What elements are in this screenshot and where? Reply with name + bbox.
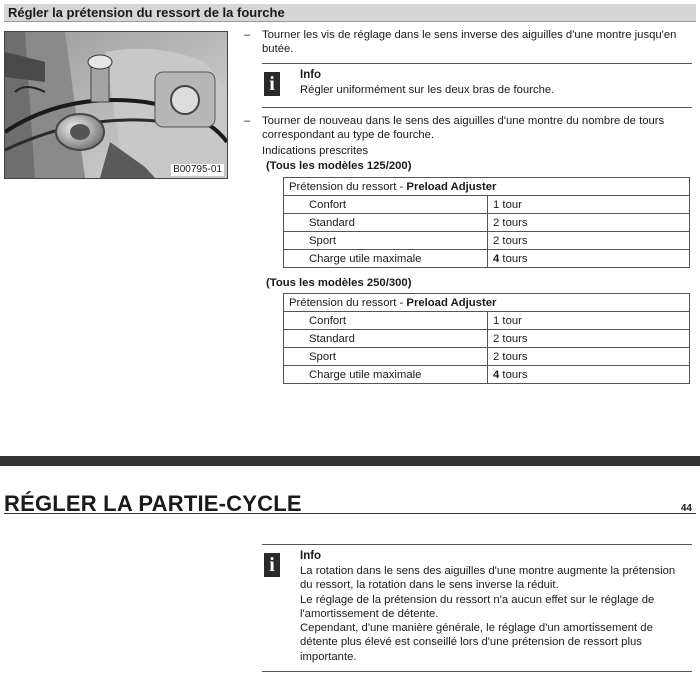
step-2-text: Tourner de nouveau dans le sens des aiguilles d'une montre du nombre de tours correspondant au type de fourche. (262, 115, 665, 141)
row-label: Confort (284, 312, 488, 330)
info-box-2 (262, 544, 692, 672)
info-line: détente plus élevé est conseillé lors d'une prétension de ressort plus (300, 636, 642, 649)
info-line: Le réglage de la prétension du ressort n'a aucun effet sur le réglage de (300, 593, 655, 606)
info-line: La rotation dans le sens des aiguilles d'une montre augmente la prétension (300, 565, 676, 577)
row-label: Sport (284, 348, 488, 366)
row-value: 1 tour (488, 312, 690, 330)
preload-table-125-200 (283, 177, 690, 268)
table-row (284, 312, 690, 330)
info-line: importante. (300, 650, 357, 663)
row-value: 2 tours (488, 348, 690, 366)
row-label: Confort (284, 196, 488, 214)
info-title: Info (300, 69, 322, 81)
fork-adjuster-photo (4, 31, 228, 179)
info-line: du ressort, la rotation dans le sens inverse la réduit. (300, 579, 559, 592)
table-row (284, 214, 690, 232)
header-prefix: Prétension du ressort - (289, 180, 407, 193)
row-label: Standard (284, 214, 488, 232)
row-value: 2 tours (488, 214, 690, 232)
table-header (284, 178, 690, 196)
row-value: 4 tours (488, 250, 690, 268)
row-label: Charge utile maximale (284, 366, 488, 384)
info-title: Info (300, 550, 322, 562)
prescribed-label: Indications prescrites (262, 145, 369, 157)
step-2 (244, 114, 694, 142)
chapter-rule (4, 513, 696, 514)
table-2-subtitle: (Tous les modèles 250/300) (266, 277, 412, 289)
header-bold: Preload Adjuster (406, 296, 497, 309)
info-body (300, 564, 688, 664)
row-value: 1 tour (488, 196, 690, 214)
table-row (284, 366, 690, 384)
page-separator-band (0, 456, 700, 466)
row-label: Charge utile maximale (284, 250, 488, 268)
table-header-row (284, 294, 690, 312)
page-number: 44 (680, 503, 692, 514)
table-1-subtitle: (Tous les modèles 125/200) (266, 160, 412, 172)
section-title: Régler la prétension du ressort de la fourche (4, 4, 696, 22)
preload-table-250-300 (283, 293, 690, 384)
info-line: Cependant, d'une manière générale, le réglage d'un amortissement de (300, 622, 653, 635)
table-header-row (284, 178, 690, 196)
table-row (284, 330, 690, 348)
info-box-1 (262, 63, 692, 108)
step-dash: – (244, 115, 251, 127)
photo-reference-label: B00795-01 (173, 164, 222, 175)
table-header (284, 294, 690, 312)
row-value: 4 tours (488, 366, 690, 384)
info-body: Régler uniformément sur les deux bras de fourche. (300, 84, 555, 96)
fork-photo-illustration (5, 32, 227, 178)
info-icon: i (264, 72, 280, 96)
info-line: l'amortissement de détente. (300, 607, 439, 620)
table-row (284, 232, 690, 250)
row-label: Standard (284, 330, 488, 348)
row-value: 2 tours (488, 330, 690, 348)
info-icon: i (264, 553, 280, 577)
step-dash: – (244, 29, 251, 41)
header-bold: Preload Adjuster (406, 180, 497, 193)
header-prefix: Prétension du ressort - (289, 296, 407, 309)
chapter-title: RÉGLER LA PARTIE-CYCLE (4, 491, 302, 516)
step-1-text: Tourner les vis de réglage dans le sens inverse des aiguilles d'une montre jusqu'en butée. (262, 29, 677, 55)
table-row (284, 250, 690, 268)
table-row (284, 348, 690, 366)
table-row (284, 196, 690, 214)
row-value: 2 tours (488, 232, 690, 250)
row-label: Sport (284, 232, 488, 250)
step-1 (244, 28, 694, 56)
